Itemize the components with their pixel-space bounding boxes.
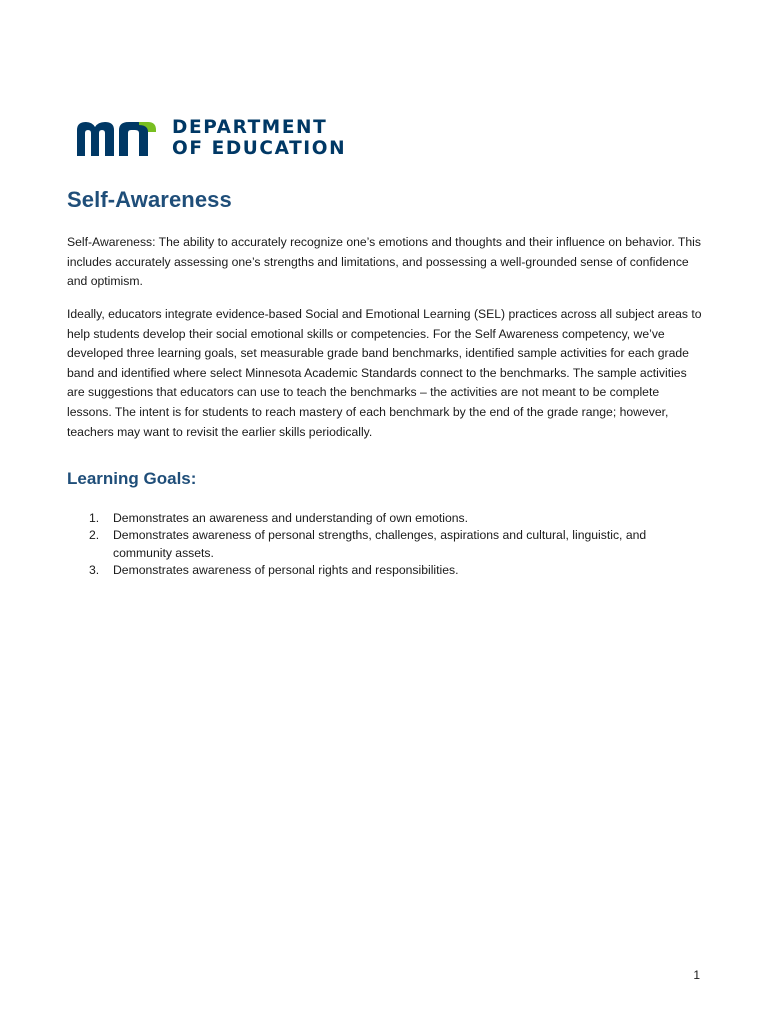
learning-goals-list xyxy=(67,510,687,580)
logo-wordmark xyxy=(172,117,346,159)
mn-department-of-education-logo xyxy=(74,116,346,160)
logo-line-1: DEPARTMENT xyxy=(172,117,328,138)
mn-logo-icon xyxy=(74,116,160,160)
list-item-number: 2. xyxy=(89,528,100,543)
list-item-text: Demonstrates awareness of personal rights and responsibilities. xyxy=(113,563,459,578)
list-item xyxy=(67,562,687,579)
learning-goals-heading: Learning Goals: xyxy=(67,469,197,488)
page-title: Self-Awareness xyxy=(67,187,232,212)
list-item xyxy=(67,527,687,562)
page-number: 1 xyxy=(693,968,700,982)
list-item-number: 3. xyxy=(89,563,100,578)
list-item-text: Demonstrates awareness of personal strengths, challenges, aspirations and cultural, linguistic, and community assets. xyxy=(113,528,647,560)
list-item-text: Demonstrates an awareness and understanding of own emotions. xyxy=(113,511,469,525)
list-item xyxy=(67,510,687,527)
intro-paragraph: Ideally, educators integrate evidence-based Social and Emotional Learning (SEL) practices across all subject areas to help students develop their social emotional skills or competencies. For the Self Awareness competency, we’ve developed three learning goals, set measurable grade band benchmarks, identified sample activities for each grade band and identified where select Minnesota Academic Standards connect to the benchmarks. The sample activities are suggestions that educators can use to teach the benchmarks – the activities are not meant to be complete lessons. The intent is for students to reach mastery of each benchmark by the end of the grade range; however, teachers may want to revisit the earlier skills periodically. xyxy=(67,307,702,439)
definition-paragraph: Self-Awareness: The ability to accurately recognize one’s emotions and thoughts and their influence on behavior. This includes accurately assessing one’s strengths and limitations, and possessing a well-grounded sense of confidence and optimism. xyxy=(67,235,701,289)
logo-line-2: OF EDUCATION xyxy=(172,138,347,159)
list-item-number: 1. xyxy=(89,511,100,525)
